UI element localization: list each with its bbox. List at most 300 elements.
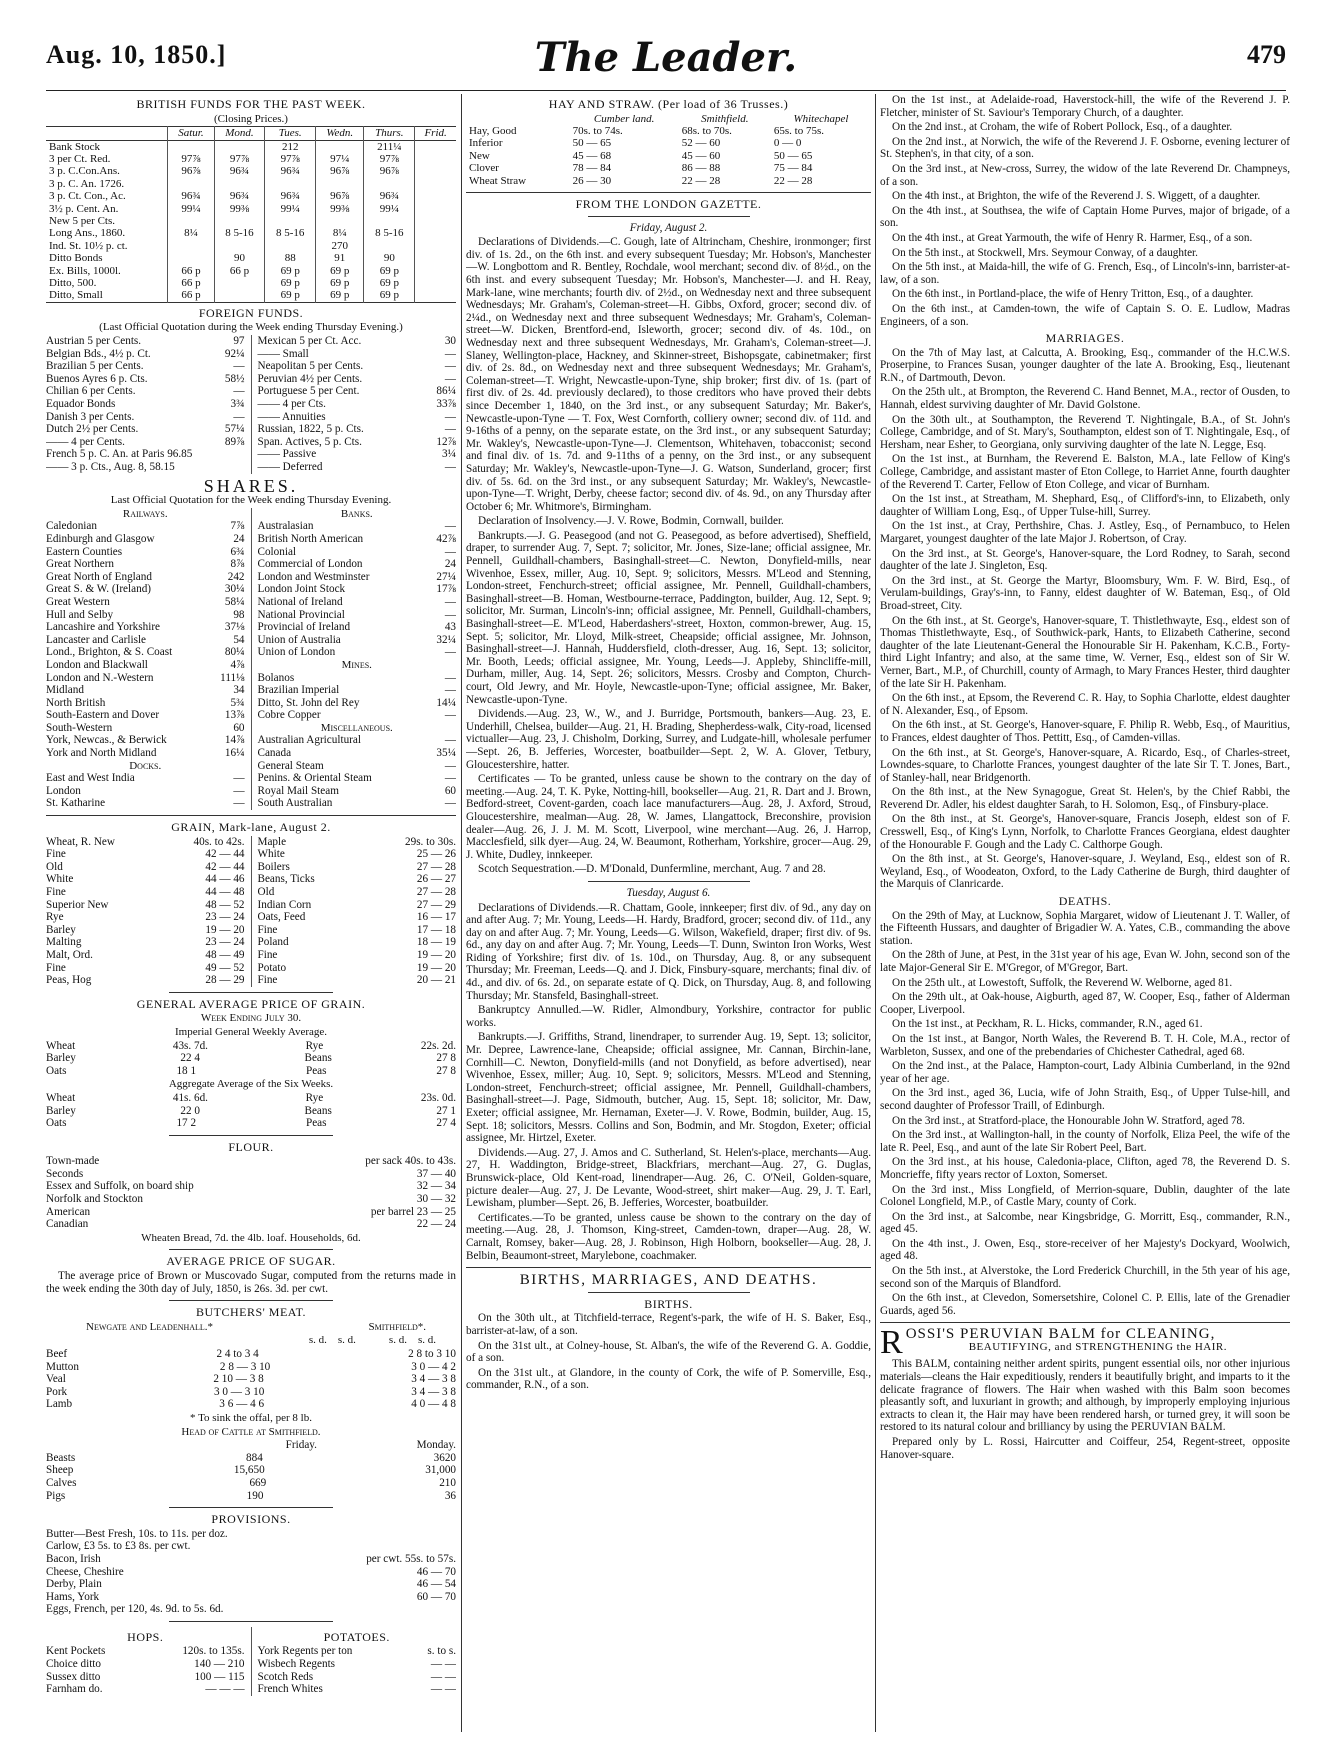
column-gazette: [466, 94, 871, 1734]
fund-price: [415, 227, 456, 239]
item-label: —— Annuities: [257, 410, 326, 423]
item-label: Dutch 2½ per Cents.: [46, 423, 139, 436]
item-label: Hull and Selby: [46, 608, 114, 621]
fund-price: 66 p: [214, 265, 265, 277]
fund-name: 3 per Ct. Red.: [49, 153, 111, 165]
item-label: Russian, 1822, 5 p. Cts.: [257, 423, 364, 436]
list-item: [46, 1658, 245, 1671]
fund-price: 69 p: [265, 277, 316, 289]
grain-title: GRAIN, Mark-lane, August 2.: [171, 820, 331, 835]
item-label: South-Eastern and Dover: [46, 709, 160, 722]
hay-table: [466, 113, 871, 187]
item-value: 86¼: [436, 385, 456, 398]
hay-item: Inferior: [469, 137, 503, 150]
gazette-tuesday: [466, 902, 871, 1263]
item-value: 140 — 210: [194, 1658, 245, 1671]
fund-price: 99¼: [364, 203, 415, 215]
list-item: [46, 911, 245, 924]
birth-notice: On the 30th ult., at Titchfield-terrace, Regent's-park, the wife of H. S. Baker, Esq., barrister-at-law, of a son.: [466, 1312, 871, 1337]
item-label: National Provincial: [257, 608, 345, 621]
item-label: Lancaster and Carlisle: [46, 633, 147, 646]
list-item: [46, 533, 245, 546]
misc-heading: Miscellaneous.: [320, 721, 393, 734]
item-label: —— Deferred: [257, 461, 323, 473]
item-value: 669: [249, 1476, 267, 1489]
item-value: 60: [444, 784, 456, 797]
item-label: Buenos Ayres 6 p. Cts.: [46, 372, 148, 385]
gazette-notice: Declaration of Insolvency.—J. V. Rowe, Bodmin, Cornwall, builder.: [478, 515, 784, 528]
fund-price: 96¾: [168, 190, 214, 202]
list-item: [46, 634, 245, 647]
advert-dropcap: R: [880, 1324, 904, 1362]
death-notice: On the 3rd inst., at his house, Caledonia-place, Clifton, aged 78, the Reverend D. S. Moncrieffe, fifty years rector of Loxton, Somerset.: [880, 1156, 1290, 1181]
marriages-heading: MARRIAGES.: [1045, 331, 1125, 346]
birth-notice: On the 4th inst., at Brighton, the wife of the Reverend J. S. Wiggett, of a daughter.: [892, 190, 1261, 203]
marriage-notice: On the 8th inst., at the New Synagogue, Great St. Helen's, by the Chief Rabbi, the Reverend Dr. Adler, his eldest daughter Sarah, to H. Solomon, Esq., of Finsbury-place.: [880, 786, 1290, 811]
page-number: 479: [1247, 40, 1286, 69]
birth-notice: On the 1st inst., at Adelaide-road, Haverstock-hill, the wife of the Reverend J. P. Fletcher, minister of St. Saviour's Temporary Church, of a daughter.: [880, 94, 1290, 119]
fund-price: [316, 140, 364, 153]
item-value: 3 4 — 3 8: [411, 1385, 456, 1398]
fund-price: 91: [316, 252, 364, 264]
fund-price: 270: [316, 240, 364, 252]
list-item: [46, 1645, 245, 1658]
item-value: 17⅞: [436, 583, 456, 596]
death-notice: On the 5th inst., at Alverstoke, the Lord Frederick Churchill, in the 5th year of his age, second son of the Marquis of Blandford.: [880, 1265, 1290, 1290]
item-value: 97: [233, 335, 245, 348]
gazette-friday-date: Friday, August 2.: [629, 221, 708, 234]
list-item: [46, 886, 245, 899]
item-value: —: [444, 684, 456, 697]
item-value: 27 8: [436, 1064, 456, 1077]
table-row: [46, 215, 456, 227]
item-value: —: [444, 646, 456, 659]
item-label: Fine: [46, 886, 66, 898]
item-label: Choice ditto: [46, 1658, 101, 1671]
item-label: Pork: [46, 1385, 68, 1398]
item-value: —: [444, 545, 456, 558]
item-label: Chilian 6 per Cents.: [46, 385, 136, 398]
birth-notice: On the 31st ult., at Colney-house, St. Alban's, the wife of the Reverend G. A. Goddie, of a son.: [466, 1339, 871, 1365]
fund-price: [168, 178, 214, 190]
meat-list: [46, 1348, 456, 1411]
item-value: —: [444, 734, 456, 747]
marriage-notice: On the 8th inst., at St. George's, Hanover-square, Francis Joseph, eldest son of F. Cresswell, Esq., of King's Lynn, Norfolk, to Charlotte Frances Georgiana, eldest daughter of the Honourable F. Gough and the Lady C. Calthorpe Gough.: [880, 813, 1290, 851]
item-label: Peas, Hog: [46, 974, 92, 987]
railways-heading: Railways.: [122, 507, 168, 520]
item-value: 884: [246, 1451, 263, 1464]
fund-price: [415, 190, 456, 202]
fund-name: 3 p. C.Con.Ans.: [49, 165, 120, 178]
fund-price: 69 p: [316, 277, 364, 289]
birth-notice: On the 5th inst., at Maida-hill, the wife of G. French, Esq., of Lincoln's-inn, barrister-at-law, of a son.: [880, 261, 1290, 286]
divider: [169, 1300, 333, 1301]
divider: [588, 1292, 750, 1293]
list-item: [46, 697, 245, 710]
item-label: Rye: [46, 911, 64, 924]
item-value: 29s. to 30s.: [405, 835, 456, 848]
item-label: —— Passive: [257, 448, 317, 461]
gazette-notice: Scotch Sequestration.—D. M'Donald, Dunfermline, merchant, Aug. 7 and 28.: [478, 863, 826, 876]
item-label: Equador Bonds: [46, 398, 116, 411]
divider: [880, 1322, 1290, 1323]
fund-price: [168, 140, 214, 153]
item-value: 3¾: [230, 398, 245, 411]
hay-price: 52 — 60: [681, 137, 721, 150]
cattle-col-monday: Monday.: [416, 1439, 456, 1452]
column-divider-2: [875, 94, 876, 1732]
item-label: French 5 p. C. An. at Paris 96.85: [46, 448, 193, 461]
list-item: [46, 861, 245, 874]
fund-price: 69 p: [265, 265, 316, 277]
death-notice: On the 29th of May, at Lucknow, Sophia Margaret, widow of Lieutenant J. T. Waller, of the Fifteenth Hussars, and daughter of Brigadier W. A. Yates, C.B., commanding the above station.: [880, 909, 1290, 947]
divider: [169, 1621, 333, 1622]
cattle-heading: Head of Cattle at Smithfield.: [181, 1425, 321, 1438]
gazette-notice: Bankrupts.—J. G. Peasegood (and not G. Peasegood, as before advertised), Sheffield, draper, to surrender Aug. 7, Sept. 7; solicitor, Mr. Jones, Size-lane; official assignee, Mr. Pennell, Guildhall-chambers, Basinghall-street—C. Newton, Donyfield-mills, near Wivenhoe, Essex, miller, Aug. 10, Sept. 9; solicitors, Messrs. M'Leod and Stenning, London-street, Fenchurch-street; official assignee, Mr. Pennell, Guildhall-chambers, Basinghall-street—B. Homan, Westbourne-terrace, Paddington, builder, Aug. 12, Sept. 9; solicitor, Mr. Surman, Lincoln's-inn; official assignee, Mr. Pennell, Guildhall-chambers, Basinghall-street—E. M'Leod, Haberdashers'-street, Hoxton, common-brewer, Aug. 15, Sept. 5; solicitor, Mr. Lloyd, Milk-street, Cheapside; official assignee, Mr. Johnson, Basinghall-street—J. Hannah, Huddersfield, cloth-dresser, Aug. 16, Sept. 13; solicitor, Mr. Booth, Leeds; official assignee, Mr. Young, Leeds—J. Appleby, Shincliffe-mill, Durham, miller, Aug. 14, Sept. 26; solicitors, Messrs. Crosby and Compton, Church-court, Old Jewry, and Mr. Hoyle, Newcastle-upon-Tyne; official assignee, Mr. Baker, Newcastle-upon-Tyne.: [466, 529, 871, 706]
item-label: Pigs: [46, 1489, 66, 1502]
item-value: 4 0 — 4 8: [411, 1398, 456, 1411]
fund-price: [415, 203, 456, 215]
list-item: [258, 411, 457, 424]
item-value: 28 — 29: [205, 974, 245, 987]
hay-price: 65s. to 75s.: [773, 125, 824, 137]
provisions-list: [46, 1528, 456, 1616]
fund-price: 8 5-16: [265, 227, 316, 239]
fund-name: Ditto, 500.: [49, 277, 97, 290]
item-label: Calves: [46, 1476, 77, 1489]
fund-price: 96⅞: [364, 165, 415, 177]
list-item: [258, 962, 457, 975]
gazette-notice: Bankrupts.—J. Griffiths, Strand, linendraper, to surrender Aug. 19, Sept. 13; solicitor, Mr. Depree, Lawrence-lane, Cheapside; official assignee, Mr. Cannan, Birchin-lane, Cornhill—C. Newton, Donyfield-mills (and not Donyfield, as before advertised), near Wivenhoe, Essex, miller; Aug. 10, Sept. 9; solicitors, Messrs. M'Leod and Stenning, London-street, Fenchurch-street; official assignee, Mr. Pennell, Guildhall-chambers, Basinghall-street—J. Page, Sidmouth, butcher, Aug. 15, Sept. 18; solicitor, Mr. Daw, Exeter; official assignee, Mr. Hernaman, Exeter—J. V. Rowe, Bodmin, builder, Aug. 15, Sept. 18; solicitors, Messrs. Collins and Son, Bodmin, and Mr. Stogdon, Exeter; official assignee, Mr. Hirtzel, Exeter.: [466, 1031, 871, 1145]
gazette-friday: [466, 236, 871, 876]
fund-name: Ex. Bills, 1000l.: [49, 264, 121, 277]
fund-price: 66 p: [168, 265, 214, 277]
item-label: British North American: [257, 532, 364, 545]
item-value: 48 — 52: [205, 898, 245, 911]
fund-price: 90: [364, 252, 415, 264]
item-label: Wheat: [46, 1039, 76, 1052]
item-value: 20 — 21: [416, 974, 456, 987]
list-item: [46, 571, 245, 584]
masthead: [46, 30, 1286, 90]
item-label: Town-made: [46, 1155, 100, 1168]
gazette-notice: Bankruptcy Annulled.—W. Ridler, Almondbury, Yorkshire, contractor for public works.: [466, 1004, 871, 1029]
list-item: [46, 709, 245, 722]
sugar-text: The average price of Brown or Muscovado Sugar, computed from the returns made in the week ending the 30th day of July, 1850, is 26s. 3d. per cwt.: [46, 1270, 456, 1295]
funds-col-header: Wedn.: [316, 127, 364, 140]
table-row: [46, 289, 456, 302]
fund-price: 8 5-16: [364, 227, 415, 239]
item-label: South Australian: [257, 797, 333, 810]
british-funds-table: [46, 126, 456, 303]
funds-col-header: Satur.: [168, 127, 214, 140]
item-value: per barrel 23 — 25: [370, 1205, 456, 1218]
item-value: 26 — 27: [416, 873, 456, 886]
item-value: 92¼: [224, 347, 245, 360]
fund-name: Ditto, Small: [49, 289, 103, 302]
table-row: [466, 125, 871, 137]
item-value: 58½: [224, 372, 245, 385]
list-item: [46, 936, 245, 949]
item-value: 43: [444, 621, 456, 634]
death-notice: On the 2nd inst., at the Palace, Hampton-court, Lady Albinia Cumberland, in the 92nd year of her age.: [880, 1060, 1290, 1085]
hay-price: 26 — 30: [572, 174, 612, 187]
marriage-notice: On the 25th ult., at Brompton, the Reverend C. Hand Bennet, M.A., rector of Ousden, to Hannah, eldest surviving daughter of Mr. David Golstone.: [880, 386, 1290, 412]
item-value: 42⅞: [436, 532, 456, 545]
item-value: 27 4: [436, 1117, 456, 1130]
item-value: 14⅞: [224, 734, 245, 747]
marriages-list: [880, 347, 1290, 891]
list-item: [258, 461, 457, 474]
list-item: [258, 697, 457, 710]
item-label: Ditto, St. John del Rey: [257, 696, 360, 709]
list-item: [46, 335, 245, 348]
item-value: Rye: [305, 1091, 324, 1104]
list-item: [258, 558, 457, 571]
item-label: Farnham do.: [46, 1683, 103, 1696]
divider: [169, 1135, 333, 1136]
item-value: 17 — 18: [416, 923, 456, 936]
item-label: Mutton: [46, 1360, 79, 1373]
avg-grain-six-label: Aggregate Average of the Six Weeks.: [168, 1078, 334, 1091]
item-value: 30¼: [224, 583, 245, 596]
divider: [588, 881, 750, 882]
advert-footer: Prepared only by L. Rossi, Haircutter and Coiffeur, 254, Regent-street, opposite Hanover-square.: [880, 1436, 1290, 1461]
item-label: Old: [46, 860, 63, 873]
item-value: 42 — 44: [205, 860, 245, 873]
death-notice: On the 29th ult., at Oak-house, Aigburth, aged 87, W. Cooper, Esq., father of Alderman Cooper, Liverpool.: [880, 991, 1290, 1016]
list-item: [46, 1168, 456, 1181]
item-label: Mexican 5 per Ct. Acc.: [257, 335, 362, 348]
list-item: [258, 609, 457, 622]
death-notice: On the 3rd inst., aged 36, Lucia, wife of John Straith, Esq., of Upper Tulse-hill, and second daughter of Professor Traill, of Edinburgh.: [880, 1087, 1290, 1112]
item-label: Brazilian Imperial: [257, 684, 340, 697]
item-label: White: [46, 873, 74, 886]
avg-grain-weekly: [46, 1040, 456, 1078]
fund-price: [265, 178, 316, 190]
hay-item: Wheat Straw: [469, 174, 527, 187]
gazette-notice: Certificates — To be granted, unless cause be shown to the contrary on the day of meeting.—Aug. 24, T. K. Pyke, Notting-hill, bookseller—Aug. 21, R. Dart and J. Brown, Bedford-street, Covent-garden, coach lace manufacturers—Aug. 28, J. Axford, Stroud, Gloucestershire, mealman—Aug. 28, W. James, Llangattock, Breconshire, provision dealer—Aug. 26, J. J. M. M. Scott, Liverpool, wine merchant—Aug. 26, J. Harrop, Macclesfield, silk dyer—Aug. 24, W. Beaumont, Rotherham, Yorkshire, grocer—Aug. 29, J. White, Dudley, innkeeper.: [466, 773, 871, 861]
item-value: —: [444, 347, 456, 360]
cattle-list: [46, 1452, 456, 1502]
table-row: [46, 252, 456, 264]
fund-name: 3 p. C. An. 1726.: [49, 177, 125, 190]
list-item: [46, 734, 245, 747]
list-item: [46, 1477, 456, 1490]
fund-price: [415, 153, 456, 165]
meat-title: BUTCHERS' MEAT.: [195, 1305, 307, 1320]
births-list-continued: [880, 94, 1290, 328]
death-notice: On the 1st inst., at Bangor, North Wales, the Reverend B. T. H. Cole, M.A., rector of Warbleton, Sussex, and one of the prebendaries of Chichester Cathedral, aged 68.: [880, 1032, 1290, 1058]
gazette-notice: Declarations of Dividends.—R. Chattam, Goole, innkeeper; first div. of 9d., any day on and after Aug. 7; Mr. Young, Leeds—H. Hardy, Bradford, grocer; second div. of 11d., any day on and after Aug. 7; Mr. Young, Leeds—G. Wilson, Wakefield, draper; first div. of 9s. 6d., any day on and after Aug. 7; Mr. Young, Leeds—T. Dunn, Swinton Iron Works, West Riding of Yorkshire; first div. of 1s. 10d., on Thursday, Aug. 8, or any subsequent Thursday; Mr. Freeman, Leeds—Q. and J. Dick, Finsbury-square, merchants; final div. of 4d., and div. of 6s. 2d., on separate estate of Q. Dick, on Thursday, Aug. 8, and following Thursday; Mr. Stansfeld, Basinghall-street.: [466, 901, 871, 1002]
list-item: [46, 1578, 456, 1591]
item-value: Peas: [305, 1117, 327, 1130]
item-label: Lamb: [46, 1398, 73, 1411]
list-item: [46, 1155, 456, 1168]
funds-col-header: Thurs.: [364, 127, 415, 140]
divider: [466, 192, 871, 193]
fund-price: 69 p: [316, 289, 364, 302]
item-label: Barley: [46, 1052, 76, 1065]
list-item: [46, 1553, 456, 1566]
item-value: 3 0 — 4 2: [411, 1360, 456, 1373]
table-row: [46, 277, 456, 289]
list-item: [258, 747, 457, 760]
list-item: [46, 873, 245, 886]
fund-price: 66 p: [168, 277, 214, 289]
item-value: 3 0 — 3 10: [214, 1385, 265, 1398]
item-label: Fine: [257, 974, 278, 987]
fund-price: 96¾: [214, 190, 265, 202]
marriage-notice: On the 6th inst., at St. George's, Hanover-square, T. Thistlethwayte, Esq., eldest son of Thomas Thistlethwayte, Esq., of Southwick-park, Hants, to Elizabeth Catherine, second daughter of the late Lieutenant-General the Honourable Sir H. Pakenham, K.C.B., Forty-third Light Infantry; and also, at the same time, W. Verner, Esq., eldest son of Sir W. Verner, Bart., M.P., of Churchill, county of Armagh, to Mary Frances Hester, third daughter of the late Sir H. Pakenham.: [880, 614, 1290, 690]
item-value: 19 — 20: [416, 948, 456, 961]
fund-price: 211¼: [364, 140, 415, 153]
item-value: 27 8: [436, 1052, 456, 1065]
item-value: 3620: [433, 1451, 456, 1464]
table-row: [466, 175, 871, 187]
item-label: Austrian 5 per Cents.: [46, 335, 142, 348]
item-value: 111⅛: [220, 671, 245, 684]
advert-body: This BALM, containing neither ardent spirits, pungent essential oils, nor other injurious materials—cleans the Hair expeditiously, renders it beautifully bright, and imparts to it the delicate fragrance of flowers. The Hair when washed with this Balm soon becomes pleasantly soft, and luxuriant in growth; and although, by improperly employing injurious extracts to clean it, the Hair may have been rendered harsh, or turned grey, it will soon be restored to its natural colour and brilliancy by using the PERUVIAN BALM.: [880, 1358, 1290, 1434]
list-item: [258, 436, 457, 449]
item-value: 44 — 48: [205, 886, 245, 898]
fund-price: 8 5-16: [214, 227, 265, 239]
advert-headline: OSSI'S PERUVIAN BALM for CLEANING,: [905, 1326, 1216, 1343]
list-item: [46, 924, 245, 937]
list-item: [258, 1658, 457, 1671]
fund-price: 96¾: [265, 165, 316, 177]
fund-price: 97⅞: [168, 153, 214, 165]
item-value: 30: [444, 335, 456, 348]
item-value: s. to s.: [427, 1645, 456, 1658]
list-item: [46, 385, 245, 398]
item-label: London and Westminster: [257, 570, 370, 583]
birth-notice: On the 31st ult., at Glandore, in the county of Cork, the wife of P. Somerville, Esq., commander, R.N., of a son.: [466, 1366, 871, 1392]
item-label: American: [46, 1205, 91, 1218]
list-item: [46, 974, 245, 987]
list-item: [46, 1452, 456, 1465]
potatoes-title: POTATOES.: [323, 1629, 390, 1644]
fund-name: 3½ p. Cent. An.: [49, 202, 119, 215]
birth-notice: On the 6th inst., in Portland-place, the wife of Henry Tritton, Esq., of a daughter.: [892, 288, 1254, 301]
fund-name: New 5 per Cts.: [49, 215, 115, 228]
item-value: 48 — 49: [205, 948, 245, 961]
fund-price: 96⅞: [316, 190, 364, 202]
item-label: Sussex ditto: [46, 1670, 101, 1683]
item-label: York Regents per ton: [257, 1645, 353, 1658]
births-heading: BIRTHS.: [644, 1296, 693, 1311]
fund-price: 69 p: [265, 289, 316, 302]
item-value: 120s. to 135s.: [182, 1645, 245, 1658]
meat-market-smithfield: Smithfield*.: [368, 1320, 426, 1333]
list-item: [258, 760, 457, 773]
fund-price: [415, 265, 456, 277]
item-value: 89⅞: [224, 435, 245, 448]
fund-price: [168, 252, 214, 264]
item-label: Bolanos: [257, 671, 295, 684]
cattle-col-friday: Friday.: [285, 1439, 317, 1452]
item-value: 25 — 26: [416, 848, 456, 861]
item-value: 22 — 24: [416, 1218, 456, 1231]
fund-price: 99¼: [168, 203, 214, 215]
gazette-notice: Dividends.—Aug. 27, J. Amos and C. Sutherland, St. Helen's-place, merchants—Aug. 27, H. Waddington, Bridge-street, Blackfriars, merchant—Aug. 27, G. Duglas, Brunswick-place, Old Kent-road, linendraper—Aug. 26, C. O'Neil, Golden-square, picture dealer—Aug. 27, J. De Levante, Wood-street, shirt maker—Aug. 29, J. T. Earl, Lewisham, plumber—Sept. 26, B. Jefferies, Worcester, boatbuilder.: [466, 1146, 871, 1210]
item-label: Great North of England: [46, 570, 152, 583]
item-value: 17 2: [176, 1117, 197, 1130]
fund-name: Bank Stock: [49, 140, 101, 153]
item-label: Fine: [46, 848, 66, 861]
fund-price: [364, 178, 415, 190]
list-item: [46, 423, 245, 436]
banks-heading: Banks.: [340, 507, 373, 520]
item-value: 46 — 54: [416, 1578, 456, 1591]
divider: [169, 1507, 333, 1508]
fund-price: 96¾: [265, 190, 316, 202]
item-label: Butter—Best Fresh, 10s. to 11s. per doz.: [46, 1527, 228, 1540]
list-item: [46, 797, 245, 810]
item-label: General Steam: [257, 759, 324, 772]
item-value: 27 — 28: [416, 860, 456, 873]
item-label: Oats: [46, 1117, 67, 1130]
hay-item: Hay, Good: [469, 125, 517, 137]
marriage-notice: On the 1st inst., at Cray, Perthshire, Chas. J. Astley, Esq., of Pernambuco, to Helen Margaret, youngest daughter of the late Major J. Robertson, of Cray.: [880, 520, 1290, 545]
marriage-notice: On the 3rd inst., at St. George's, Hanover-square, the Lord Rodney, to Sarah, second daughter of the late J. Singleton, Esq.: [880, 547, 1290, 573]
list-item: [258, 1683, 457, 1696]
item-label: Great S. & W. (Ireland): [46, 583, 152, 596]
list-item: [46, 1117, 456, 1130]
item-value: 12⅞: [436, 435, 456, 448]
item-value: 32 — 34: [416, 1180, 456, 1193]
list-item: [258, 621, 457, 634]
list-item: [46, 1206, 456, 1219]
item-value: 4⅞: [230, 658, 245, 671]
fund-price: [415, 165, 456, 177]
meat-units: s. d. s. d. s. d. s. d.: [308, 1334, 436, 1347]
item-label: Boilers: [257, 860, 290, 873]
item-value: 31,000: [425, 1464, 456, 1477]
item-label: Danish 3 per Cents.: [46, 410, 135, 423]
list-item: [46, 520, 245, 533]
fund-price: 69 p: [364, 277, 415, 289]
list-item: [46, 684, 245, 697]
list-item: [258, 684, 457, 697]
marriage-notice: On the 6th inst., at Epsom, the Reverend C. R. Hay, to Sophia Charlotte, eldest daughter of N. Alexander, Esq., of Epsom.: [880, 692, 1290, 717]
item-label: Australian Agricultural: [257, 734, 361, 747]
list-item: [258, 709, 457, 722]
item-value: Beans: [304, 1052, 332, 1065]
item-label: Canada: [257, 747, 292, 760]
british-funds-title: BRITISH FUNDS FOR THE PAST WEEK.: [136, 97, 366, 111]
list-item: [258, 398, 457, 411]
item-value: 5¾: [230, 696, 245, 709]
item-value: 2 4 to 3 4: [216, 1348, 259, 1360]
list-item: [46, 1052, 456, 1065]
item-value: 210: [439, 1476, 456, 1489]
fund-price: 97⅞: [214, 153, 265, 165]
list-item: [258, 672, 457, 685]
item-label: Great Northern: [46, 558, 115, 571]
hay-price: 70s. to 74s.: [572, 125, 623, 137]
item-value: 2 8 to 3 10: [408, 1348, 456, 1360]
list-item: [258, 348, 457, 361]
item-value: 24: [233, 532, 245, 545]
birth-notice: On the 3rd inst., at New-cross, Surrey, the widow of the late Reverend Dr. Champneys, of a son.: [880, 162, 1290, 188]
fund-name: Ind. St. 10½ p. ct.: [49, 239, 128, 252]
fund-price: 97⅞: [265, 153, 316, 165]
list-item: [46, 1065, 456, 1078]
item-value: 57¼: [224, 423, 245, 436]
death-notice: On the 3rd inst., at Salcombe, near Kingsbridge, G. Morritt, Esq., commander, R.N., aged 45.: [880, 1210, 1290, 1236]
gazette-tuesday-date: Tuesday, August 6.: [626, 886, 711, 899]
